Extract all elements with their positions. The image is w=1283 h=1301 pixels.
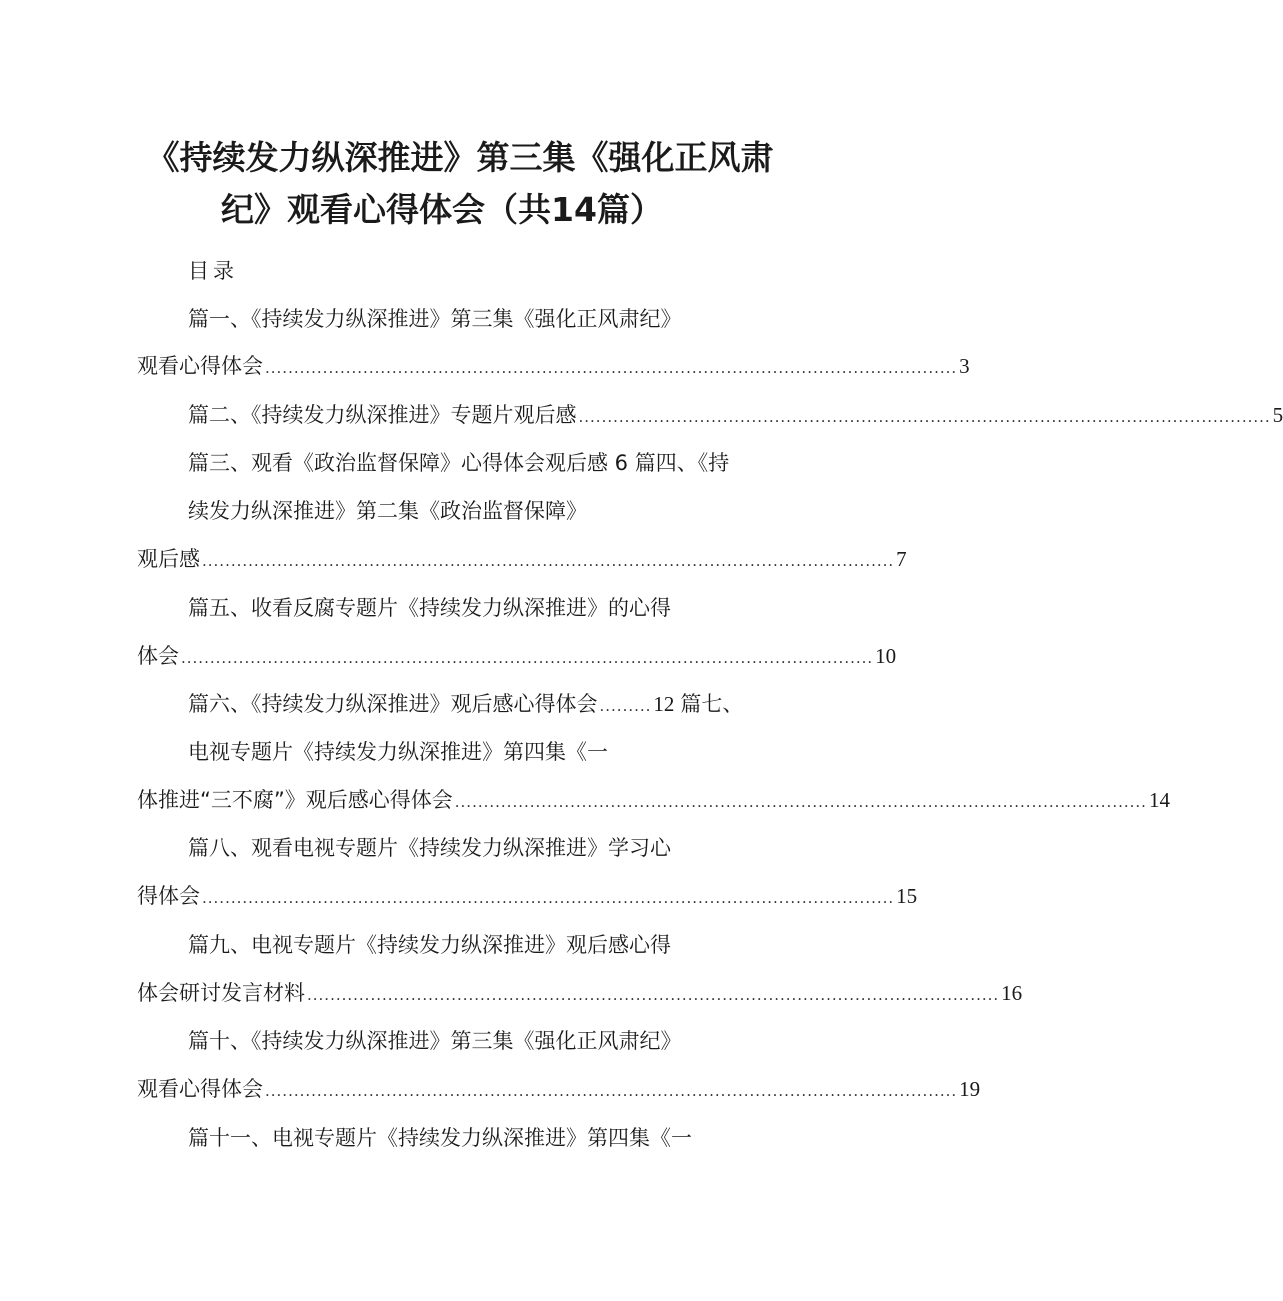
toc-entry-2[interactable] [188, 401, 1283, 429]
toc-page-number: 7 [896, 547, 907, 571]
leader-dots: ........................................................................................................................ [202, 552, 895, 570]
toc-entry-text: 观看心得体会 [137, 1077, 263, 1101]
toc-entry-text: 篇七、 [680, 692, 744, 716]
toc-entry-9-line-1[interactable]: 篇九、电视专题片《持续发力纵深推进》观后感心得 [188, 933, 671, 957]
title-line-2: 纪》观看心得体会（共14篇） [221, 190, 663, 229]
toc-entry-text: 篇二、《持续发力纵深推进》专题片观后感 [188, 403, 577, 427]
toc-entry-7-line-3[interactable] [137, 786, 1170, 814]
toc-page-number: 12 [653, 692, 675, 716]
leader-dots: ......... [599, 697, 652, 715]
leader-dots: ........................................................................................................................ [202, 889, 895, 907]
leader-dots: ........................................................................................................................ [454, 793, 1147, 811]
toc-entry-8-line-2[interactable] [137, 882, 918, 910]
toc-entry-5-line-1[interactable]: 篇五、收看反腐专题片《持续发力纵深推进》的心得 [188, 596, 671, 620]
toc-entry-10-line-2[interactable] [137, 1075, 981, 1103]
toc-entry-text: 篇六、《持续发力纵深推进》观后感心得体会 [188, 692, 598, 716]
toc-entry-text: 体会 [137, 644, 179, 668]
leader-dots: ........................................................................................................................ [307, 986, 1000, 1004]
toc-page-number: 10 [875, 644, 897, 668]
toc-entry-text: 观后感 [137, 547, 200, 571]
leader-dots: ........................................................................................................................ [265, 359, 958, 377]
toc-entry-10-line-1[interactable]: 篇十、《持续发力纵深推进》第三集《强化正风肃纪》 [188, 1029, 682, 1053]
toc-heading: 目录 [188, 259, 238, 283]
title-line-1: 《持续发力纵深推进》第三集《强化正风肃 [146, 138, 774, 177]
toc-entry-4-line-3[interactable] [137, 545, 907, 573]
leader-dots: ........................................................................................................................ [181, 649, 874, 667]
toc-entry-9-line-2[interactable] [137, 979, 1023, 1007]
toc-entry-1-line-2[interactable] [137, 352, 970, 380]
toc-page-number: 14 [1148, 788, 1170, 812]
toc-entry-3-line-1[interactable]: 篇三、观看《政治监督保障》心得体会观后感 6 篇四、《持 [188, 451, 730, 475]
toc-page-number: 3 [959, 354, 970, 378]
toc-entry-text: 体推进“三不腐”》观后感心得体会 [137, 788, 453, 812]
toc-page-number: 16 [1001, 981, 1023, 1005]
toc-entry-8-line-1[interactable]: 篇八、观看电视专题片《持续发力纵深推进》学习心 [188, 836, 671, 860]
toc-page-number: 5 [1272, 403, 1283, 427]
leader-dots: ........................................................................................................................ [265, 1082, 958, 1100]
toc-entry-text: 观看心得体会 [137, 354, 263, 378]
toc-page-number: 19 [959, 1077, 981, 1101]
toc-entry-text: 得体会 [137, 884, 200, 908]
leader-dots: ........................................................................................................................ [578, 408, 1271, 426]
toc-entry-11-line-1[interactable]: 篇十一、电视专题片《持续发力纵深推进》第四集《一 [188, 1126, 692, 1150]
toc-entry-5-line-2[interactable] [137, 642, 897, 670]
toc-entry-text: 体会研讨发言材料 [137, 981, 305, 1005]
toc-entry-6-line-1[interactable] [188, 690, 793, 718]
toc-entry-4-line-2[interactable]: 续发力纵深推进》第二集《政治监督保障》 [188, 499, 587, 523]
toc-page-number: 15 [896, 884, 918, 908]
toc-entry-1-line-1[interactable]: 篇一、《持续发力纵深推进》第三集《强化正风肃纪》 [188, 307, 682, 331]
document-title [0, 132, 920, 236]
toc-entry-7-line-2[interactable]: 电视专题片《持续发力纵深推进》第四集《一 [188, 740, 608, 764]
